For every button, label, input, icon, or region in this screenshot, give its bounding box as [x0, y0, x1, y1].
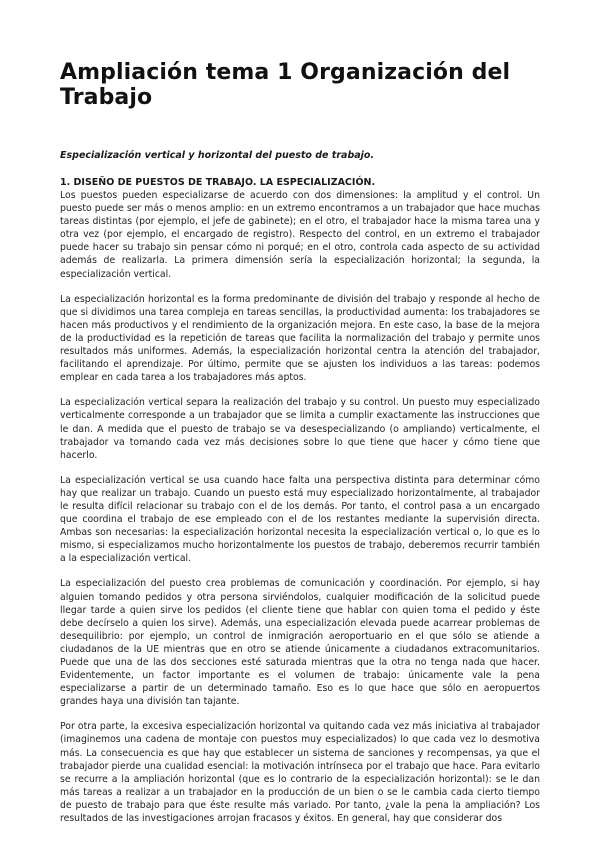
- document-title: Ampliación tema 1 Organización del Trabajo: [60, 60, 511, 110]
- paragraph-6: Por otra parte, la excesiva especialización horizontal va quitando cada vez más iniciativa al trabajador (imaginemos una cadena de montaje con puestos muy especializados) lo que cada vez lo desmotiva más. La consecuencia es que hay que establecer un sistema de sanciones y recompensas, ya que el trabajador pierde una cualidad esencial: la motivación intrínseca por el trabajo que hace. Para evitarlo se recurre a la ampliación horizontal (que es lo contrario de la especialización horizontal): se le dan más tareas a realizar a un trabajador en la producción de un bien o se le cambia cada cierto tiempo de puesto de trabajo para que éste resulte más variado. Por tanto, ¿vale la pena la ampliación? Los resultados de las investigaciones arrojan fracasos y éxitos. En general, hay que considerar dos: [60, 721, 540, 825]
- paragraph-5: La especialización del puesto crea problemas de comunicación y coordinación. Por ejemplo, si hay alguien tomando pedidos y otra persona sirviéndolos, cualquier modificación de la solicitud puede llegar tarde a quien sirve los pedidos (el cliente tiene que hablar con quien toma el pedido y éste debe decírselo a quien los sirve). Además, una especialización elevada puede acarrear problemas de desequilibrio: por ejemplo, un control de inmigración aeroportuario en el que sólo se atiende a ciudadanos de la UE mientras que en otro se atiende únicamente a ciudadanos extracomunitarios. Puede que una de las dos secciones esté saturada mientras que la otra no tenga nada que hacer. Evidentemente, un factor importante es el volumen de trabajo: únicamente vale la pena especializarse a partir de un determinado tamaño. Eso es lo que hace que sólo en aeropuertos grandes haya una división tan tajante.: [60, 578, 540, 708]
- paragraph-3: La especialización vertical separa la realización del trabajo y su control. Un puesto muy especializado verticalmente corresponde a un trabajador que se limita a cumplir exactamente las instrucciones que le dan. A medida que el puesto de trabajo se va desespecializando (o ampliando) verticalmente, el trabajador va tomando cada vez más decisiones sobre lo que tiene que hacer y cómo tiene que hacerlo.: [60, 397, 540, 461]
- paragraph-4: La especialización vertical se usa cuando hace falta una perspectiva distinta para determinar cómo hay que realizar un trabajo. Cuando un puesto está muy especializado horizontalmente, al trabajador le resulta difícil relacionar su trabajo con el de los demás. Por tanto, el control pasa a un encargado que coordina el trabajo de ese empleado con el de los restantes mediante la supervisión directa. Ambas son necesarias: la especialización horizontal necesita la especialización vertical o, lo que es lo mismo, si especializamos mucho horizontalmente los puestos de trabajo, deberemos recurrir también a la especialización vertical.: [60, 474, 540, 565]
- document-subtitle: Especialización vertical y horizontal del puesto de trabajo.: [60, 150, 375, 161]
- section-heading: 1. DISEÑO DE PUESTOS DE TRABAJO. LA ESPECIALIZACIÓN.: [60, 177, 376, 188]
- paragraph-1: Los puestos pueden especializarse de acuerdo con dos dimensiones: la amplitud y el control. Un puesto puede ser más o menos amplio: en un extremo encontramos a un trabajador que hace muchas tareas distintas (por ejemplo, el jefe de gabinete); en el otro, el trabajador hace la misma tarea una y otra vez (por ejemplo, el encargado de registro). Respecto del control, en un extremo el trabajador puede hacer su trabajo sin pensar cómo ni porqué; en el otro, controla cada aspecto de su actividad además de realizarla. La primera dimensión sería la especialización horizontal; la segunda, la especialización vertical.: [60, 190, 540, 280]
- paragraph-2: La especialización horizontal es la forma predominante de división del trabajo y responde al hecho de que si dividimos una tarea compleja en tareas sencillas, la productividad aumenta: los trabajadores se hacen más productivos y el rendimiento de la organización mejora. En este caso, la base de la mejora de la productividad es la repetición de tareas que facilita la normalización del trabajo y permite unos resultados más uniformes. Además, la especialización horizontal centra la atención del trabajador, facilitando el aprendizaje. Por último, permite que se ajusten los individuos a las tareas: podemos emplear en cada tarea a los trabajadores más aptos.: [60, 293, 540, 384]
